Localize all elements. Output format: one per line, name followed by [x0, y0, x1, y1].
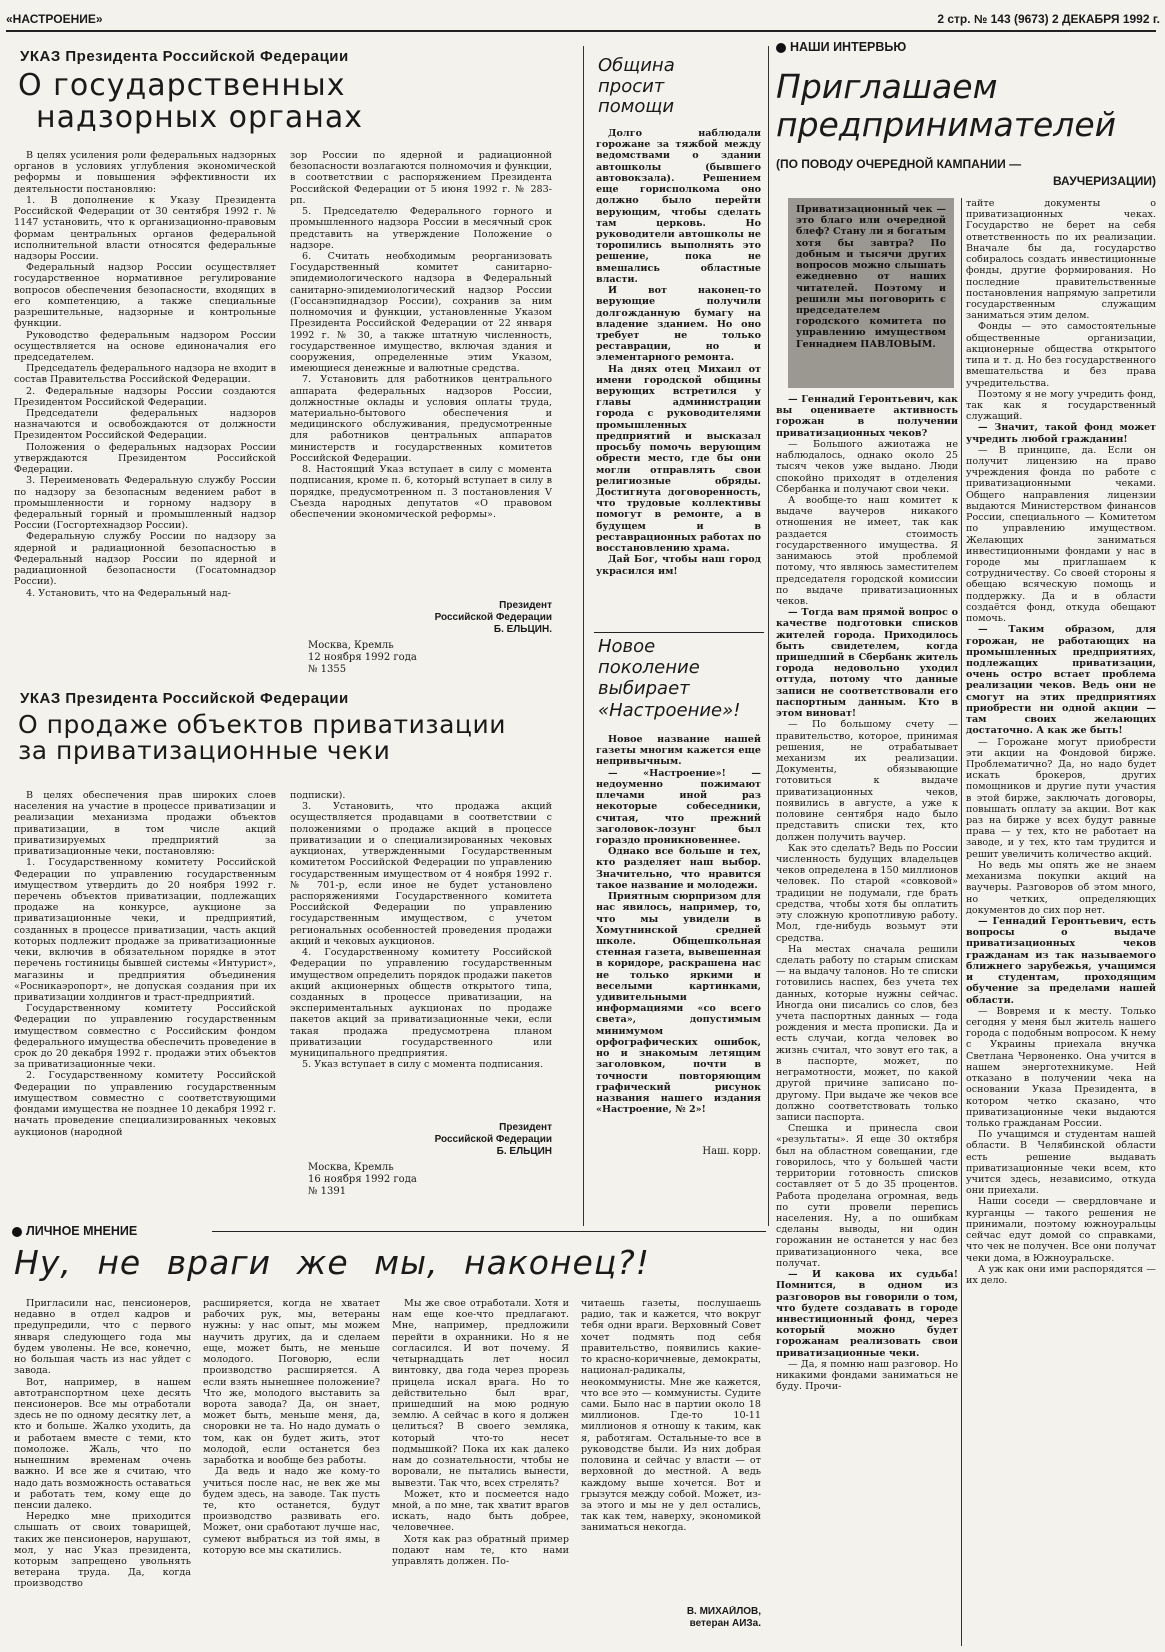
newgen-title-line3: выбирает: [598, 678, 690, 700]
newgen-p2: Однако все больше и тех, кто разделяет наш выбор. Значительно, что нравится такое название и молодежи.: [596, 846, 761, 891]
decree2-number: № 1391: [308, 1186, 347, 1197]
community-p2: На днях отец Михаил от имени городской общины верующих встретился у главы администрации города с руководителями промышленных предприятий и высказал просьбу помочь верующим обрести место, где бы они могли отправлять свои религиозные обряды. Достигнута договоренность, что трудовые коллективы помогут в ремонте, а в будущем и в реставрационных работах по восстановлению храма.: [596, 363, 761, 555]
decree2-sig-title: Президент: [499, 1122, 552, 1133]
decree1-col1-p8: 3. Переименовать Федеральную службу России по надзору за безопасным ведением работ в промышленности и горному надзору в федеральный горный и промышленный надзор России (Госгортехнадзор России).: [14, 475, 276, 532]
newgen-title-line1: Новое: [598, 636, 656, 657]
opinion-author-name: В. МИХАЙЛОВ,: [686, 1606, 761, 1617]
community-p0: Долго наблюдали горожане за тяжбой между ведомствами о здании автошколы (бывшего автовокзала). Решением еще горисполкома оно должно было перейти верующим, чтобы сделать там церковь. Но руководители автошколы не торопились выполнять это решение, пока не вмешались областные власти.: [596, 128, 761, 285]
interview-col1: [776, 394, 958, 1646]
interview-col2-p12: А уж как они ими распорядятся — их дело.: [966, 1263, 1156, 1286]
interview-title: [776, 68, 1160, 152]
newgen-title: [598, 636, 766, 728]
interview-col2-p6: — Горожане могут приобрести эти акции на Фондовой бирже. Проблематично? Да, но надо будет искать брокеров, других помощников и другие пути участия в этой бирже, заключать договоры, повышать оплату за акции. Вот как раз на бирже у всех будут равные права — у тех, кто не работает на заводе, и у тех, кто там трудится и решит увеличить количество акций.: [966, 736, 1156, 860]
decree2-col2: [290, 790, 552, 1120]
decree1-col1-p10: 4. Установить, что на Федеральный над-: [26, 587, 231, 599]
opinion-col3-p0: Мы же свое отработали. Хотя и нам еще кое-что предлагают. Мне, например, предложили перейти в охранники. Но я не согласился. И вот почему. Я четырнадцать лет носил винтовку, два года через прорезь прицела искал врага. Но то действительно был враг, пришедший на мою родную землю. А сейчас в кого я должен целиться? В своего земляка, который что-то несет подмышкой? Пока их как далеко нам до сознательности, чтобы не воровали, не пытались вынести, вывезти. Так что, всех стрелять?: [392, 1298, 569, 1489]
decree1-number: № 1355: [308, 664, 347, 675]
interview-col2-p2: Поэтому я не могу учредить фонд, так как я государственный служащий.: [966, 388, 1156, 423]
interview-col2-p10: По учащимся и студентам нашей области. В Челябинской области есть решение выдавать приватизационные чеки всем, кто учится здесь, независимо, откуда они приехали.: [966, 1129, 1156, 1197]
opinion-col4-p0: читаешь газеты, послушаешь радио, так и кажется, что вокруг тебя одни враги. Верховный Совет хочет подмять под себя правительство, появились какие-то красно-коричневые, демократы, национал-радикалы, неокоммунисты. Мне же кажется, что все это — коммунисты. Судите сами. Было нас в партии около 18 миллионов. Где-то 10-11 миллионов я отношу к таким, как я, работягам. Остальные-то все в руководстве были. Из них добрая половина и сейчас у власти — от верховной до местной. А ведь каждому выше хочется. Вот и грызутся между собой. Может, из-за этого и мы не у дел остались, так как тем, наверху, экономикой заниматься некогда.: [581, 1298, 761, 1534]
interview-rubric: [776, 40, 1156, 58]
column-rule-1: [583, 46, 584, 1226]
decree2-col1-p0: В целях обеспечения прав широких слоев населения на участие в процессе приватизации и реализации механизма продажи объектов приватизации, в том числе акций приватизируемых предприятий за приватизационные чеки, постановляю:: [14, 790, 276, 858]
interview-col2-p0: тайте документы о приватизационных чеках. Государство не берет на себя ответственность по их реализации. Вначале бы да, государство собиралось создать инвестиционные фонды, другие формирования. Но последние правительственные постановления напрямую запретили государственным служащим заниматься этим делом.: [966, 198, 1156, 322]
decree1-col2-p1: 5. Председателю Федерального горного и промышленного надзора России в месячный срок представить на утверждение Положение о надзоре.: [290, 206, 552, 251]
newgen-p0: Новое название нашей газеты многим кажется еще непривычным.: [596, 734, 761, 768]
opinion-col2-p0: расширяется, когда не хватает рабочих рук, мы, ветераны нужны: у нас опыт, мы можем научить других, да и сделаем еще, может быть, не меньше молодого. Поговорю, если производство расширяется. А если взять нынешнее положение? Что же, молодого выставить за ворота завода? Да, он знает, может быть, меньше меня, да, сноровки не та. Но надо думать о том, как он будет жить, этот молодой, если останется без заработка и вообще без работы.: [203, 1298, 380, 1467]
opinion-col3-p2: Хотя как раз обратный пример подают нам те, кто нами управлять должен. По-: [392, 1533, 569, 1568]
decree2-col1-p3: 2. Государственному комитету Российской Федерации по управлению государственным имуществом совместно с соответствующими фондами имущества не позднее 10 декабря 1992 г. начать проведение специализированных чековых аукционов (народной: [14, 1070, 276, 1138]
decree2-col1-p1: 1. Государственному комитету Российской Федерации по управлению государственным имуществом утвердить до 20 ноября 1992 г. перечень объектов приватизации, подлежащих продаже на конкурсе, аукционе за приватизационные чеки, и предприятий, созданных в процессе приватизации, часть акций которых подлежит продаже за приватизационные чеки, включив в обязательном порядке в этот перечень гостиницы бывшей системы «Интурист», магазины и предприятия объединения «Росникаэропорт», не допуская создания при их приватизации холдингов и траст-предприятий.: [14, 857, 276, 1003]
decree2-sig-name: Б. ЕЛЬЦИН: [496, 1146, 552, 1157]
newgen-p3: Приятным сюрпризом для нас явилось, например, то, что мы увидели в Хомутнинской средней школе. Общешкольная стенная газета, вывешенная в коридоре, раскрашена нас не только яркими и веселыми картинками, удивительными информациями «со всего света», допустимым минимумом орфографических ошибок, но и знакомым летящим заголовком, почти в точности повторяющим графический рисунок названия нашего издания «Настроение, № 2»!: [596, 891, 761, 1116]
newgen-title-line2: поколение: [598, 657, 700, 679]
decree2-col2-p2: 4. Государственному комитету Российской Федерации по управлению государственным имуществом определить порядок продажи пакетов акций акционерных обществ открытого типа, созданных в процессе приватизации, на экспериментальных аукционах по продаже пакетов акций за приватизационные чеки, если такая продажа предусмотрена планом приватизации государственного или муниципального предприятия.: [290, 947, 552, 1060]
interview-col1-p0: — Геннадий Геронтьевич, как вы оцениваете активность горожан в получении приватизационных чеков?: [776, 394, 958, 439]
community-p3: Дай Бог, чтобы наш город украсился им!: [596, 554, 761, 577]
decree1-col1-p5: 2. Федеральные надзоры России создаются Президентом Российской Федерации.: [14, 385, 276, 408]
decree1-col1-p7: Положения о федеральных надзорах России утверждаются Президентом Российской Федерации.: [14, 441, 276, 476]
decree2-signature: [380, 1122, 552, 1162]
interview-subtitle: [776, 156, 1156, 192]
interview-title-line2: предпринимателей: [776, 104, 1117, 144]
community-text: [596, 128, 761, 628]
newgen-text: [596, 734, 761, 1144]
decree1-title-line1: О государственных: [18, 70, 346, 103]
decree1-title: [18, 70, 558, 142]
decree1-col1-p1: 1. В дополнение к Указу Президента Российской Федерации от 30 сентября 1992 г. № 1147 установить, что к организационно-правовым формам центральных органов федеральной исполнительной власти относятся федеральные надзоры России.: [14, 194, 276, 262]
opinion-col4: [581, 1298, 761, 1602]
opinion-col2-p1: Да ведь и надо же кому-то учиться после нас, не век же мы будем здесь, на заводе. Так пусть те, кто останется, будут производство развивать его. Может, они сработают лучше нас, сумеют выбраться из той ямы, в которую все мы скатились.: [203, 1466, 380, 1556]
decree2-col1-p2: Государственному комитету Российской Федерации по управлению государственным имуществом совместно с Российским фондом федерального имущества обеспечить проведение в срок до 20 декабря 1992 г. продажи этих объектов за приватизационные чеки.: [14, 1003, 276, 1071]
interview-title-line1: Приглашаем: [776, 68, 998, 106]
decree2-col2-p3: 5. Указ вступает в силу с момента подписания.: [302, 1059, 544, 1071]
interview-col1-p2: А вообще-то наш комитет к выдаче ваучеров никакого отношения не имеет, так как раздается стоимость государственного имущества. Я занимаюсь этой проблемой потому, что являюсь заместителем председателя городской комиссии по выдаче приватизационных чеков.: [776, 494, 958, 607]
decree1-col1-p6: Председатели федеральных надзоров назначаются и освобождаются от должности Президентом Российской Федерации.: [14, 408, 276, 442]
opinion-author: [581, 1606, 761, 1638]
opinion-col1-p0: Пригласили нас, пенсионеров, недавно в отдел кадров и предупредили, что с первого января следующего года мы будем уволены. Не все, конечно, но большая часть из нас уйдет с завода.: [14, 1298, 191, 1377]
decree1-label: УКАЗ Президента Российской Федерации: [20, 48, 349, 65]
interview-column-rule: [961, 198, 962, 1646]
opinion-rubric-text: ЛИЧНОЕ МНЕНИЕ: [26, 1224, 138, 1238]
decree2-col2-p0: подписки).: [290, 790, 346, 801]
interview-col1-p5: Как это сделать? Ведь по России численность будущих владельцев чеков определена в 150 миллионов человек. По старой «совковой» традиции не подумали, где брать средства, чтобы хотя бы оплатить эту сложную кропотливую работу. Мол, где-нибудь возьмут эти средства.: [776, 842, 958, 944]
interview-rubric-text: НАШИ ИНТЕРВЬЮ: [790, 40, 907, 54]
decree1-col2-p3: 7. Установить для работников центрального аппарата федеральных надзоров России, должностные оклады и условия оплаты труда, материально-бытового обеспечения и медицинского обслуживания, предусмотренные для работников центральных аппаратов министерств и государственных комитетов Российской Федерации.: [290, 374, 552, 464]
community-p1: И вот наконец-то верующие получили долгожданную бумагу на владение зданием. Но оно требует не только реставрации, но и элементарного ремонта.: [596, 285, 761, 364]
decree1-sig-title2: Российской Федерации: [434, 612, 552, 623]
interview-subtitle-line2: ВАУЧЕРИЗАЦИИ): [1052, 173, 1156, 188]
decree1-col1: [14, 150, 276, 678]
opinion-col1-p2: Нередко мне приходится слышать от своих товарищей, таких же пенсионеров, нарушают, мол, у нас Указ президента, которым запрещено увольнять ветерана труда. Да, когда производство: [14, 1511, 191, 1590]
decree2-col1: [14, 790, 276, 1202]
decree1-date: 12 ноября 1992 года: [308, 652, 417, 663]
decree2-label: УКАЗ Президента Российской Федерации: [20, 690, 349, 707]
decree2-place-city: Москва, Кремль: [308, 1162, 394, 1173]
masthead-rule: [6, 30, 1156, 32]
decree2-col2-p1: 3. Установить, что продажа акций осуществляется продавцами в соответствии с положениями о продаже акций в процессе приватизации и о специализированных чековых аукционах, утвержденными Государственным комитетом Российской Федерации по управлению государственным имуществом от 4 ноября 1992 г. № 701-р, если иное не будет установлено распоряжениями Государственного комитета Российской Федерации по управлению государственным имуществом, с учетом региональных особенностей проведения продажи акций и чековых аукционов.: [290, 801, 552, 947]
decree1-place: [308, 640, 508, 680]
decree1-col2-p0: зор России по ядерной и радиационной безопасности возлагаются полномочия и функции, в соответствии с распоряжением Президента Российской Федерации от 5 июня 1992 г. № 283-рп.: [290, 150, 552, 206]
opinion-col3-p1: Может, кто и посмеется надо мной, а по мне, так хватит врагов искать, надо быть добрее, человечнее.: [392, 1488, 569, 1534]
opinion-author-role: ветеран АИЗа.: [689, 1618, 761, 1629]
masthead-name: «НАСТРОЕНИЕ»: [6, 12, 103, 26]
opinion-col3: [392, 1298, 569, 1646]
interview-col2-p7: Но ведь мы опять же не знаем механизма покупки акций на ваучеры. Разговоров об этом много, но четких, определяющих документов до сих пор нет.: [966, 859, 1156, 916]
decree1-col1-p0: В целях усиления роли федеральных надзорных органов в условиях углубления экономической реформы и повышения эффективности их деятельности постановляю:: [14, 150, 276, 195]
interview-intro-box: Приватизационный чек — это благо или очередной блеф? Стану ли я богатым хотя бы завтра? По добным и тысячи других вопросов можно слышать ежедневно от наших читателей. Поэтому и решили мы поговорить с председателем городского комитета по управлению имуществом Геннадием ПАВЛОВЫМ.: [788, 198, 954, 388]
newgen-author: Наш. корр.: [702, 1146, 761, 1157]
interview-col2: [966, 198, 1156, 1646]
interview-subtitle-line1: (ПО ПОВОДУ ОЧЕРЕДНОЙ КАМПАНИИ —: [776, 157, 1022, 171]
interview-col1-p1: — Большого ажиотажа не наблюдалось, однако около 25 тысяч чеков уже выдано. Люди спокойно приходят в отделения Сбербанка и получают свои чеки.: [776, 438, 958, 495]
interview-col1-p6: На местах сначала решили сделать работу по старым спискам — на выдачу талонов. Но те списки готовились наспех, без учета тех данных, которые нужны сейчас. Иногда они писались со слов, без учета паспортных данных — года рождения и места прописки. Да и есть случаи, когда человек во жизнь считал, что зовут его так, а в паспорте, может, по неграмотности, может, по какой другой причине записано по-другому. При выдаче же чеков все должно соответствовать только записи паспорта.: [776, 943, 958, 1123]
interview-col2-p3: — Значит, такой фонд может учредить любой гражданин!: [966, 422, 1156, 445]
interview-bullet-icon: [776, 43, 786, 53]
interview-col2-p1: Фонды — это самостоятельные общественные организации, акционерные общества открытого типа и т. д. Но без государственного вмешательства и без права учредительства.: [966, 321, 1156, 389]
interview-col2-p8: — Геннадий Геронтьевич, есть вопросы о выдаче приватизационных чеков гражданам из так называемого ближнего зарубежья, учащимся и студентам, проходящим обучение за пределами нашей области.: [966, 916, 1156, 1006]
decree1-col1-p3: Руководство федеральным надзором России осуществляется на основе единоначалия его председателем.: [14, 329, 276, 363]
decree2-title-line1: О продаже объектов приватизации: [18, 712, 506, 739]
opinion-col1: [14, 1298, 191, 1646]
decree1-sig-title: Президент: [499, 600, 552, 611]
newgen-title-line4: «Настроение»!: [598, 699, 741, 721]
decree2-sig-title2: Российской Федерации: [434, 1134, 552, 1145]
community-title-line2: просит: [598, 75, 665, 97]
decree1-title-line2: надзорных органах: [36, 99, 363, 135]
opinion-title: Ну, не враги же мы, наконец?!: [14, 1246, 651, 1282]
community-title: [598, 56, 763, 124]
interview-col2-p4: — В принципе, да. Если он получит лицензию на право учреждения фонда по работе с приватизационными чеками. Общего направления лицензии выдаются Министерством финансов России, специального — Комитетом по управлению имуществом. Желающих заниматься инвестиционными фондами у нас в городе мы приглашаем к сотрудничеству. Со своей стороны я обещаю всяческую помощь и поддержку. Да и в области создаётся фонд, откуда обещают помочь.: [966, 444, 1156, 625]
decree1-col1-p9: Федеральную службу России по надзору за ядерной и радиационной безопасностью в Федеральный надзор России по ядерной и радиационной безопасности (Госатомнадзор России).: [14, 531, 276, 588]
interview-col1-p7: Спешка и принесла свои «результаты». Я еще 30 октября был на областном совещании, где говорилось, что у большей части территории готовность списков составляет от 5 до 35 процентов. Работа проделана огромная, ведь по сути провели перепись населения. Ну, а по ошибкам сделаны выводы, ни один горожанин не останется у нас без приватизационного чека, все получат.: [776, 1123, 958, 1269]
decree2-place: [308, 1162, 508, 1202]
decree1-col2-p4: 8. Настоящий Указ вступает в силу с момента подписания, кроме п. 6, который вступает в силу в порядке, предусмотренном п. 3 постановления V Съезда народных депутатов «О правовом обеспечении экономической реформы».: [290, 464, 552, 520]
decree1-col1-p4: Председатель федерального надзора не входит в состав Правительства Российской Федерации.: [14, 363, 276, 386]
decree1-sig-name: Б. ЕЛЬЦИН.: [493, 624, 552, 635]
opinion-bullet-icon: [12, 1227, 22, 1237]
opinion-col1-p1: Вот, например, в нашем автотранспортном цехе десять пенсионеров. Все мы отработали здесь не по одному десятку лет, а кто и больше. Жалко уходить, да и работаем вместе с теми, кто помоложе. Жаль, что по нынешним временам очень важно. И все же я считаю, что надо дать возможность оставаться и работать тем, кому еще до пенсии далеко.: [14, 1376, 191, 1511]
decree1-col1-p2: Федеральный надзор России осуществляет государственное нормативное регулирование вопросов обеспечения безопасности, входящих в его компетенцию, а также специальные разрешительные, надзорные и контрольные функции.: [14, 262, 276, 330]
interview-col1-p3: — Тогда вам прямой вопрос о качестве подготовки списков жителей города. Приходилось быть свидетелем, когда пришедший в Сбербанк житель города недовольно уходил оттуда, потому что данные записи не соответствовали его паспортным данным. Кто в этом виноват!: [776, 607, 958, 720]
opinion-col2: [203, 1298, 380, 1646]
decree1-signature: [380, 600, 552, 640]
newgen-p1: — «Настроение»! — недоуменно пожимают плечами иной раз некоторые собеседники, считая, что прежний заголовок-лозунг был гораздо проникновеннее.: [596, 767, 761, 846]
community-separator: [594, 632, 764, 633]
masthead-issue: 2 стр. № 143 (9673) 2 ДЕКАБРЯ 1992 г.: [937, 12, 1160, 26]
column-rule-2: [768, 46, 769, 1226]
interview-col2-p5: — Таким образом, для горожан, не работающих на промышленных предприятиях, подлежащих приватизации, очень остро встает проблема реализации чеков. Ведь они не смогут на этих предприятиях приобрести ни одной акции — там своих желающих достаточно. А как же быть!: [966, 624, 1156, 737]
decree2-title-line2: за приватизационные чеки: [18, 736, 391, 766]
decree1-place-city: Москва, Кремль: [308, 640, 394, 651]
interview-col2-p11: Наши соседи — свердловчане и курганцы — такого решения не принимали, поэтому южноуральцы сейчас едут домой со справками, что чек не получен. Все они получат чеки дома, в Южноуральске.: [966, 1196, 1156, 1264]
decree1-col2-p2: 6. Считать необходимым реорганизовать Государственный комитет санитарно-эпидемиологического надзора в Федеральный санитарно-эпидемиологический надзор России (Госсанэпиднадзор России), сохранив за ним полномочия и функции, установленные Указом Президента Российской Федерации от 22 января 1992 г. № 30, а также штатную численность, государственное имущество, включая здания и сооружения, определенные этим Указом, имеющиеся денежные и валютные средства.: [290, 250, 552, 375]
interview-col1-p4: — По большому счету — правительство, которое, принимая решения, не отрабатывает механизм их реализации. Документы, обязывающие готовиться к выдаче приватизационных чеков, появились в августе, а уже к половине сентября надо было представить списки тех, кто должен получить ваучер.: [776, 719, 958, 843]
decree1-col2: [290, 150, 552, 600]
community-title-line1: Община: [598, 56, 675, 76]
community-title-line3: помощи: [598, 96, 675, 118]
interview-col1-p8: — И какова их судьба! Помнится, в одном из разговоров вы говорили о том, что будете создавать в городе инвестиционный фонд, через который можно будет горожанам реализовать свои приватизационные чеки.: [776, 1269, 958, 1359]
interview-col1-p9: — Да, я помню наш разговор. Но никакими фондами заниматься не буду. Прочи-: [776, 1358, 958, 1393]
decree2-date: 16 ноября 1992 года: [308, 1174, 417, 1185]
opinion-rubric: [12, 1224, 212, 1242]
decree2-title: [18, 712, 558, 778]
interview-col2-p9: — Вовремя и к месту. Только сегодня у меня был житель нашего города с подобным вопросом. К нему с Украины приехала внучка Светлана Червоненко. Она учится в нашем энерготехникуме. Ней отказано в получении чека на основании Указа Президента, в котором четко сказано, что приватизационные чеки выдаются только гражданам России.: [966, 1005, 1156, 1129]
